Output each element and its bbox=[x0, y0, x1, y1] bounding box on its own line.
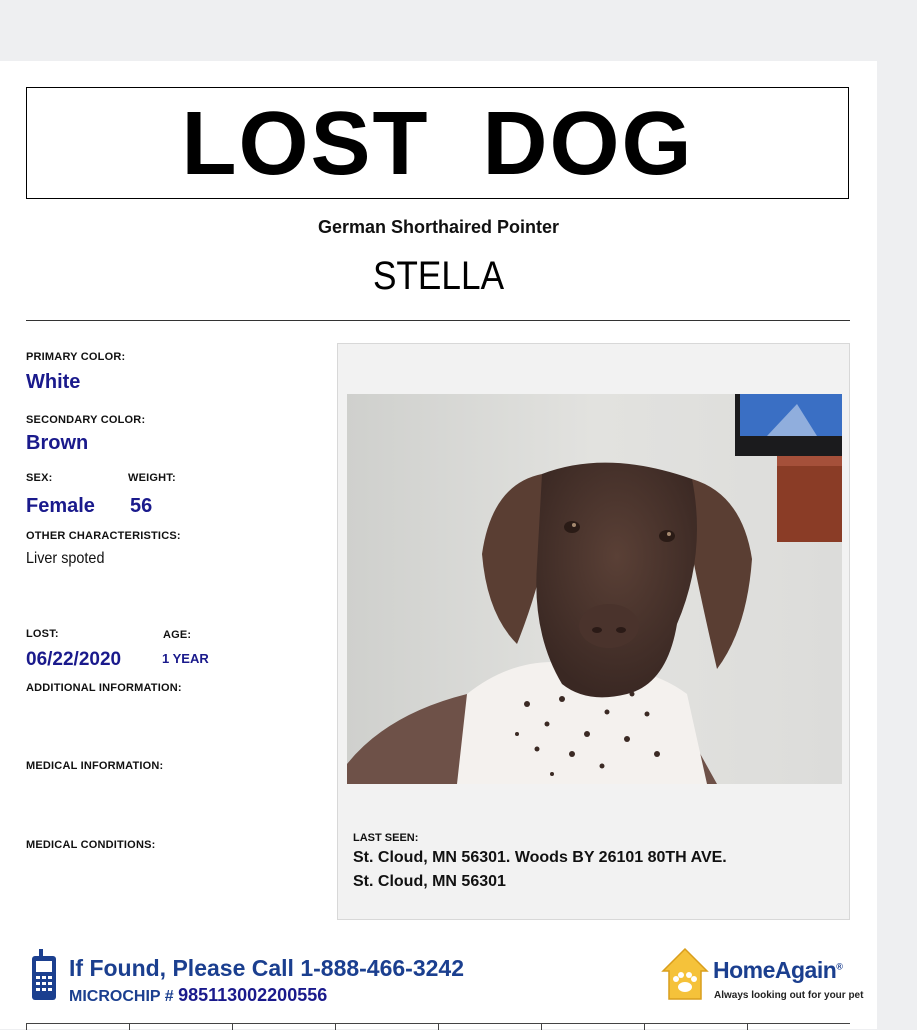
microchip-number: 985113002200556 bbox=[178, 985, 328, 1005]
microchip-label: MICROCHIP # bbox=[69, 988, 179, 1005]
sex-value: Female bbox=[26, 495, 95, 517]
tab-strip-cell bbox=[232, 1024, 335, 1030]
homeagain-tagline: Always looking out for your pet bbox=[714, 990, 864, 1001]
found-call-text: If Found, Please Call 1-888-466-3242 bbox=[69, 955, 465, 981]
other-characteristics-label: OTHER CHARACTERISTICS: bbox=[26, 530, 181, 542]
age-label: AGE: bbox=[163, 629, 192, 641]
medical-conditions-label: MEDICAL CONDITIONS: bbox=[26, 839, 156, 851]
last-seen-text bbox=[353, 846, 833, 894]
pet-name: STELLA bbox=[372, 254, 505, 298]
tab-strip-cell bbox=[129, 1024, 232, 1030]
primary-color-value: White bbox=[26, 371, 81, 393]
last-seen-line-1: St. Cloud, MN 56301. Woods BY 26101 80TH AVE. bbox=[353, 849, 727, 866]
lost-label: LOST: bbox=[26, 628, 59, 640]
tab-strip-cell bbox=[541, 1024, 644, 1030]
dog-illustration bbox=[347, 394, 842, 784]
weight-value: 56 bbox=[130, 495, 153, 517]
divider bbox=[26, 320, 850, 321]
secondary-color-label: SECONDARY COLOR: bbox=[26, 414, 146, 426]
weight-label: WEIGHT: bbox=[128, 472, 176, 484]
flyer-title: LOST DOG bbox=[181, 94, 694, 194]
last-seen-label: LAST SEEN: bbox=[353, 832, 419, 844]
additional-info-label: ADDITIONAL INFORMATION: bbox=[26, 682, 182, 694]
lost-date-value: 06/22/2020 bbox=[26, 649, 122, 670]
phone-icon bbox=[30, 949, 58, 1001]
photo-panel bbox=[337, 343, 850, 920]
homeagain-logo-text bbox=[713, 957, 842, 984]
other-characteristics-value: Liver spoted bbox=[26, 550, 105, 567]
secondary-color-value: Brown bbox=[26, 432, 89, 454]
dog-photo bbox=[347, 394, 842, 784]
homeagain-brand: HomeAgain bbox=[713, 957, 837, 983]
last-seen-line-2: St. Cloud, MN 56301 bbox=[353, 873, 506, 890]
tab-strip-cell bbox=[438, 1024, 541, 1030]
tab-strip-cell bbox=[747, 1024, 850, 1030]
breed: German Shorthaired Pointer bbox=[317, 217, 560, 237]
registered-mark: ® bbox=[836, 961, 843, 972]
tab-strip-cell bbox=[644, 1024, 747, 1030]
tab-strip-cell bbox=[26, 1024, 129, 1030]
flyer-page bbox=[0, 61, 877, 1029]
microchip-line bbox=[69, 985, 327, 1006]
age-value: 1 YEAR bbox=[162, 651, 209, 666]
medical-info-label: MEDICAL INFORMATION: bbox=[26, 760, 164, 772]
house-paw-icon bbox=[661, 947, 709, 1001]
tab-strip-cell bbox=[335, 1024, 438, 1030]
title-box bbox=[26, 87, 849, 199]
sex-label: SEX: bbox=[26, 472, 53, 484]
primary-color-label: PRIMARY COLOR: bbox=[26, 351, 126, 363]
